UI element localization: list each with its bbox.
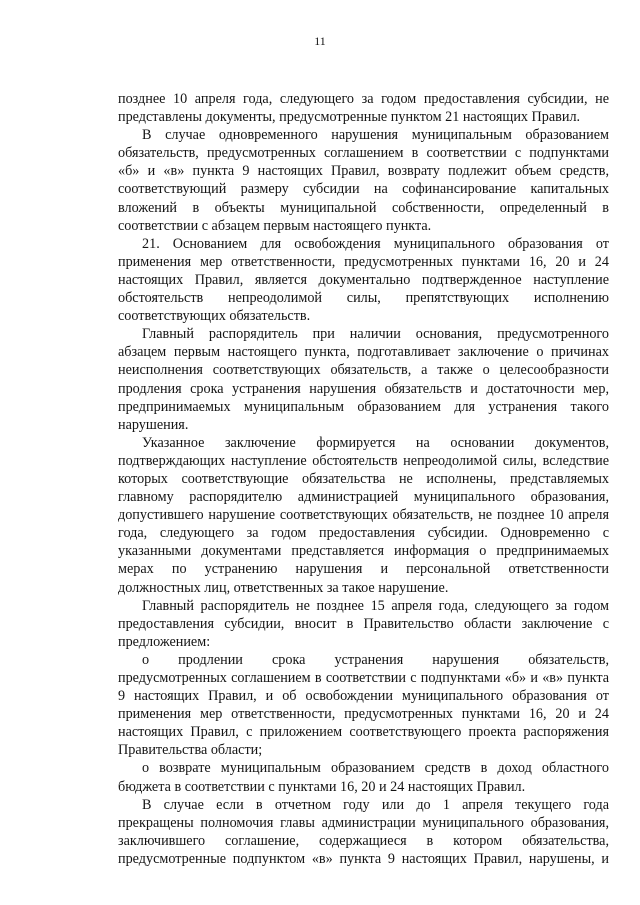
paragraph-proposal-return [118,759,609,795]
text-line: неисполнения соответствующих обязательств, а также о целесообразности [118,362,609,379]
paragraph-termination-case [118,796,609,868]
document-body [118,90,609,868]
paragraph-chief-administrator-conclusion [118,325,609,434]
page-number: 11 [314,34,326,48]
text-line: применения мер ответственности, предусмотренных пунктами 16, 20 и 24 [118,253,609,270]
text-line: предусмотренных соглашением в соответствии с подпунктами «б» и «в» пункта [118,670,609,686]
text-line: абзацем первым настоящего пункта, подготавливает заключение о причинах [118,344,609,361]
text-line: прекращены полномочия главы администрации муниципального образования, [118,814,609,831]
text-line: 21. Основанием для освобождения муниципального образования от [142,235,609,252]
text-line: нарушения. [118,416,189,433]
text-line: предусмотренные подпунктом «в» пункта 9 настоящих Правил, нарушены, и [118,850,609,867]
text-line: продления срока устранения нарушения обязательств и достаточности мер, [118,380,609,397]
text-line: соответствующий размеру субсидии на софинансирование капитальных [118,181,609,198]
text-line: главному распорядителю администрацией муниципального образования, [118,489,609,506]
text-line: о продлении срока устранения нарушения обязательств, [142,651,609,668]
text-line: соответствующих обязательств. [118,308,311,325]
paragraph-simultaneous-violation [118,126,609,235]
text-line: вложений в объекты муниципальной собственности, определенный в [118,199,609,216]
text-line: должностных лиц, ответственных за такое нарушение. [118,579,449,596]
text-line: Правительства области; [118,742,263,759]
paragraph-proposal-extension [118,651,609,760]
text-line: предложением: [118,633,211,650]
text-line: предпринимаемых муниципальным образованием для устранения такого [118,398,609,415]
text-line: настоящих Правил, является документально подтвержденное наступление [118,271,609,288]
text-line: года, следующего за годом предоставления субсидии. Одновременно с [118,525,609,542]
text-line: Главный распорядитель не позднее 15 апреля года, следующего за годом [142,597,609,614]
text-line: обязательств, предусмотренных соглашением в соответствии с подпунктами [118,145,609,162]
text-line: позднее 10 апреля года, следующего за годом предоставления субсидии, не [118,91,609,107]
text-line: настоящих Правил, с приложением соответствующего проекта распоряжения [118,724,609,741]
text-line: заключившего соглашение, содержащиеся в котором обязательства, [118,832,609,849]
text-line: предоставления субсидии, вносит в Правительство области заключение с [118,615,609,632]
text-line: В случае одновременного нарушения муниципальным образованием [142,127,609,144]
text-line: соответствии с абзацем первым настоящего пункта. [118,217,432,234]
text-line: Главный распорядитель при наличии основания, предусмотренного [142,326,609,343]
text-line: обстоятельств непреодолимой силы, препятствующих исполнению [118,290,609,307]
paragraph-submission-to-government [118,597,609,651]
text-line: подтверждающих наступление обстоятельств непреодолимой силы, вследствие [118,452,609,469]
text-line: указанными документами представляется информация о предпринимаемых [118,543,609,560]
text-line: допустившего нарушение соответствующих обязательств, не позднее 10 апреля [118,507,609,524]
text-line: В случае если в отчетном году или до 1 апреля текущего года [142,796,609,813]
text-line: применения мер ответственности, предусмотренных пунктами 16, 20 и 24 [118,706,609,723]
text-line: бюджета в соответствии с пунктами 16, 20 и 24 настоящих Правил. [118,778,526,795]
text-line: 9 настоящих Правил, и об освобождении муниципального образования от [118,688,609,705]
text-line: мерах по устранению нарушения и персональной ответственности [118,561,609,578]
text-line: представлены документы, предусмотренные пунктом 21 настоящих Правил. [118,109,581,126]
paragraph-continuation [118,90,609,126]
paragraph-clause-21 [118,235,609,325]
text-line: Указанное заключение формируется на основании документов, [142,434,609,451]
text-line: «б» и «в» пункта 9 настоящих Правил, возврату подлежит объем средств, [118,163,609,180]
text-line: о возврате муниципальным образованием средств в доход областного [142,760,609,777]
text-line: которых соответствующие обязательства не исполнены, представляемых [118,470,609,487]
paragraph-conclusion-formation [118,434,609,597]
